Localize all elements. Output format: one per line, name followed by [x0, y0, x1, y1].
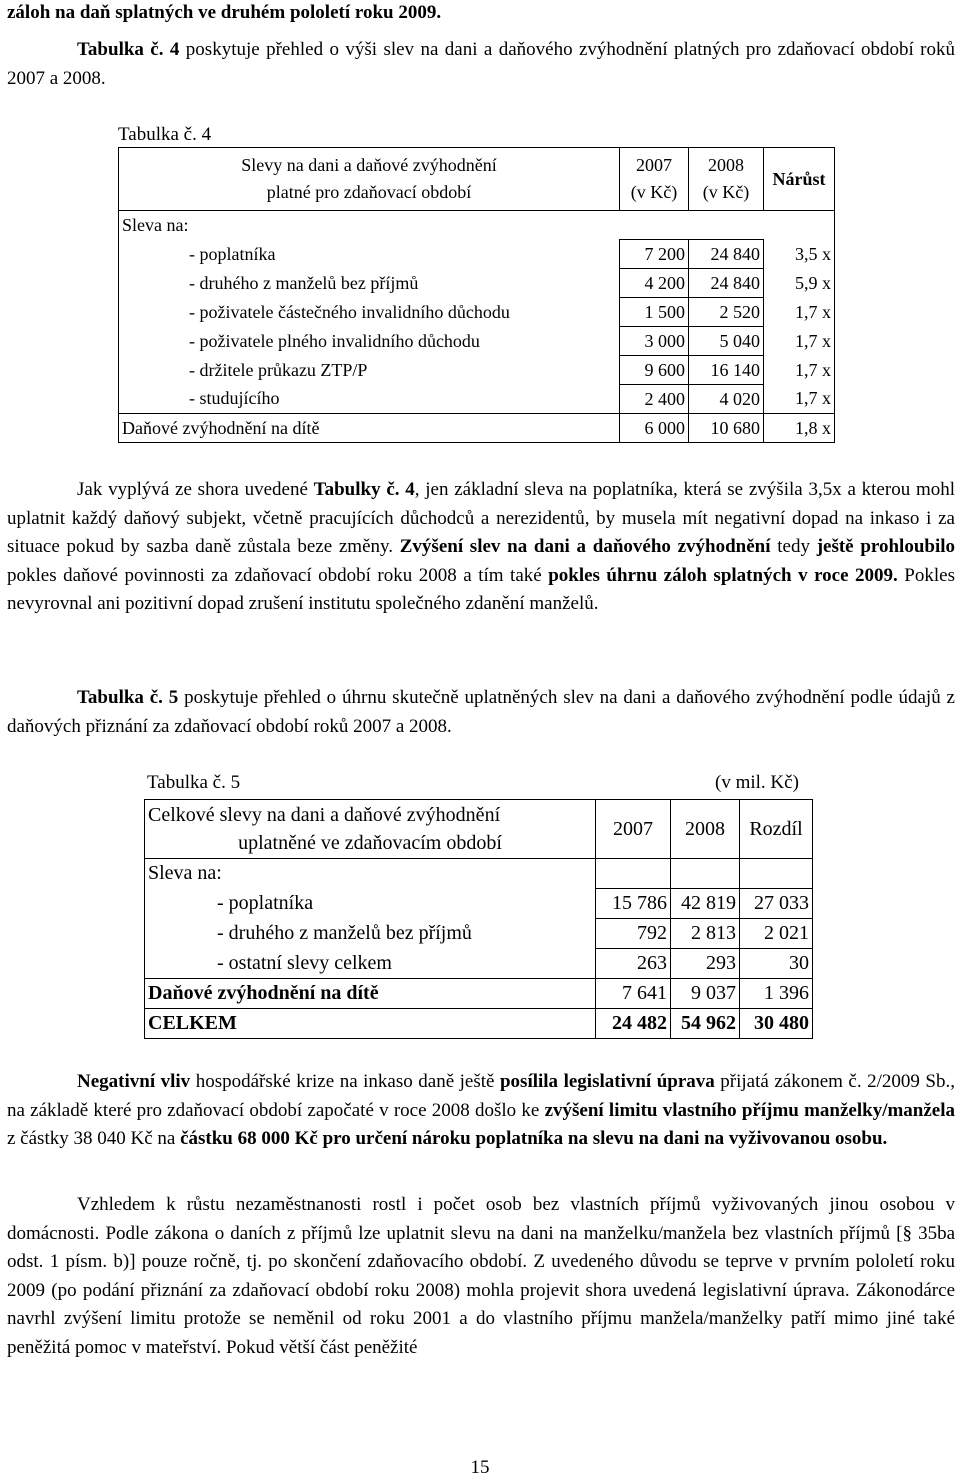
table4-cell-2007: 6 000 [620, 414, 689, 443]
table4-row-label: - poživatele plného invalidního důchodu [119, 327, 620, 356]
table5-cell-2008: 42 819 [671, 889, 740, 919]
table4-caption: Tabulka č. 4 [118, 124, 212, 145]
para1-bold-f: ještě prohloubilo [816, 536, 956, 558]
table4-cell-2007: 2 400 [620, 385, 689, 414]
table-row [119, 298, 835, 327]
table5-empty-cell [596, 859, 671, 889]
table4-row-label: - držitele průkazu ZTP/P [119, 356, 620, 385]
para2-bold-a: Negativní vliv [77, 1071, 191, 1092]
table4-col-2007-year: 2007 [636, 155, 672, 175]
table-row [145, 919, 813, 949]
table5-col-2007: 2007 [596, 800, 671, 859]
table5-cell-2007: 792 [596, 919, 671, 949]
table4-empty-cell [764, 211, 835, 240]
para2-bold-e: zvýšení limitu vlastního příjmu manželky/manžela [544, 1099, 956, 1121]
para1-text-e: tedy [770, 536, 817, 558]
para2-bold-c: posílila legislativní úprava [499, 1071, 715, 1092]
table4-cell-growth: 1,7 x [764, 385, 835, 414]
table5-cell-diff: 30 [740, 949, 813, 979]
table-row [119, 385, 835, 414]
table5-cell-2008: 293 [671, 949, 740, 979]
para2-text-d: přijatá zákonem č. 2/2009 Sb., na základě které pro zdaňovací období započaté v roce 2008 došlo ke [7, 1071, 955, 1121]
table4-row-label: - studujícího [119, 385, 620, 414]
table5-cell-diff: 2 021 [740, 919, 813, 949]
paragraph-3: Vzhledem k růstu nezaměstnanosti rostl i počet osob bez vlastních příjmů vyživovaných jinou osobou v domácnosti. Podle zákona o daních z příjmů lze uplatnit slevu na dani na manželku/manžela bez vlastních příjmů [§ 35ba odst. 1 písm. b)] pouze ročně, tj. po skončení zdaňovacího období. Z uvedeného důvodu se teprve v prvním pololetí roku 2009 (po podání přiznání za zdaňovací období roku 2008) mohla projevit shora uvedená legislativní úprava. Zákonodárce navrhl zvýšení limitu protože se neměnil od roku 2001 a do vlastního příjmu manžela/manželky patří mimo jiné také peněžitá pomoc v mateřství. Pokud větší část peněžité [7, 1194, 955, 1358]
para1-bold-h: pokles úhrnu záloh splatných v roce 2009. [548, 564, 898, 586]
table5-col-2008: 2008 [671, 800, 740, 859]
table4-col-2007 [620, 148, 689, 211]
table4-empty-cell [689, 211, 764, 240]
table5-total-2007: 24 482 [596, 1009, 671, 1039]
table4-cell-2008: 16 140 [689, 356, 764, 385]
table5-title-line1: Celkové slevy na dani a daňové zvýhodnění [148, 804, 501, 826]
table4-col-2007-unit: (v Kč) [630, 182, 678, 202]
table-row [145, 949, 813, 979]
table4-cell-2008: 2 520 [689, 298, 764, 327]
table5-group-label: Sleva na: [145, 859, 596, 889]
table-row [119, 269, 835, 298]
table4-cell-growth: 1,7 x [764, 298, 835, 327]
table-row [119, 327, 835, 356]
table4 [118, 147, 835, 443]
table4-cell-growth: 5,9 x [764, 269, 835, 298]
table4-cell-2007: 3 000 [620, 327, 689, 356]
top-fragment: záloh na daň splatných ve druhém pololetí roku 2009. [7, 2, 442, 23]
table4-cell-growth: 1,7 x [764, 327, 835, 356]
para2-text-b: hospodářské krize na inkaso daně ještě [190, 1071, 500, 1092]
table-row [145, 889, 813, 919]
table5-row-label: - poplatníka [145, 889, 596, 919]
table4-header-row [119, 148, 835, 211]
table5-child-2007: 7 641 [596, 979, 671, 1009]
table4-col-growth: Nárůst [764, 148, 835, 211]
table5-unit: (v mil. Kč) [715, 772, 799, 793]
table4-group-row [119, 211, 835, 240]
table4-group-label: Sleva na: [119, 211, 620, 240]
table4-row-label: Daňové zvýhodnění na dítě [119, 414, 620, 443]
table4-cell-2007: 1 500 [620, 298, 689, 327]
table4-cell-2007: 4 200 [620, 269, 689, 298]
para1-table-ref: Tabulky č. 4 [313, 479, 415, 500]
table4-col-2008-unit: (v Kč) [702, 182, 750, 202]
table4-title-cell [119, 148, 620, 211]
table5-title-cell [145, 800, 596, 859]
table4-row-label: - poplatníka [119, 240, 620, 269]
table5-col-diff: Rozdíl [740, 800, 813, 859]
table4-col-2008 [689, 148, 764, 211]
table5 [144, 799, 813, 1039]
table4-title-line2: platné pro zdaňovací období [266, 182, 472, 202]
table5-child-2008: 9 037 [671, 979, 740, 1009]
table4-cell-2008: 10 680 [689, 414, 764, 443]
intro-table5-text: poskytuje přehled o úhrnu skutečně uplatněných slev na dani a daňového zvýhodnění podle údajů z daňových přiznání za zdaňovací období roků 2007 a 2008. [7, 687, 955, 737]
table4-cell-2007: 7 200 [620, 240, 689, 269]
table4-ref: Tabulka č. 4 [77, 39, 180, 60]
table4-title-line1: Slevy na dani a daňové zvýhodnění [241, 155, 497, 175]
table5-cell-2007: 15 786 [596, 889, 671, 919]
table4-cell-2008: 24 840 [689, 240, 764, 269]
paragraph-2 [7, 1068, 955, 1154]
table5-cell-2007: 263 [596, 949, 671, 979]
table5-empty-cell [671, 859, 740, 889]
table4-cell-2008: 24 840 [689, 269, 764, 298]
table5-row-label: - druhého z manželů bez příjmů [145, 919, 596, 949]
para1-text-a: Jak vyplývá ze shora uvedené [77, 479, 314, 500]
table5-title-line2: uplatněné ve zdaňovacím období [238, 832, 502, 854]
table5-child-row [145, 979, 813, 1009]
paragraph-1 [7, 476, 955, 619]
para1-text-c: , jen základní sleva na poplatníka, která se zvýšila 3,5x a kterou mohl uplatnit každý daňový subjekt, včetně pracujících důchodců a nerezidentů, by musela mít negativní dopad na inkaso i za situace pokud by sazba daně zůstala beze změny. [7, 479, 956, 558]
table5-total-2008: 54 962 [671, 1009, 740, 1039]
table4-empty-cell [620, 211, 689, 240]
table-row [119, 414, 835, 443]
table4-cell-growth: 3,5 x [764, 240, 835, 269]
table5-header-row [145, 800, 813, 859]
table5-child-label: Daňové zvýhodnění na dítě [145, 979, 596, 1009]
para1-text-g: pokles daňové povinnosti za zdaňovací období roku 2008 a tím také [7, 564, 549, 586]
table5-total-diff: 30 480 [740, 1009, 813, 1039]
table4-cell-growth: 1,8 x [764, 414, 835, 443]
table4-cell-2008: 5 040 [689, 327, 764, 356]
table5-total-label: CELKEM [145, 1009, 596, 1039]
table5-cell-2008: 2 813 [671, 919, 740, 949]
para2-text-f: z částky 38 040 Kč na [7, 1128, 181, 1150]
table5-child-diff: 1 396 [740, 979, 813, 1009]
table5-ref: Tabulka č. 5 [77, 687, 179, 708]
para1-bold-d: Zvýšení slev na dani a daňového zvýhodnění [399, 536, 771, 558]
para1-text-i: Pokles nevyrovnal ani pozitivní dopad zrušení institutu společného zdanění manželů. [7, 564, 955, 615]
table5-total-row [145, 1009, 813, 1039]
intro-table4-text: poskytuje přehled o výši slev na dani a daňového zvýhodnění platných pro zdaňovací období roků 2007 a 2008. [7, 39, 956, 89]
table5-caption: Tabulka č. 5 [147, 772, 241, 793]
table5-cell-diff: 27 033 [740, 889, 813, 919]
table-row [119, 356, 835, 385]
table5-empty-cell [740, 859, 813, 889]
table4-cell-growth: 1,7 x [764, 356, 835, 385]
table5-group-row [145, 859, 813, 889]
table5-row-label: - ostatní slevy celkem [145, 949, 596, 979]
intro-table5 [7, 684, 955, 741]
page-number: 15 [470, 1457, 490, 1478]
table4-row-label: - druhého z manželů bez příjmů [119, 269, 620, 298]
intro-table4 [7, 36, 955, 93]
table4-cell-2007: 9 600 [620, 356, 689, 385]
table4-cell-2008: 4 020 [689, 385, 764, 414]
table4-col-2008-year: 2008 [708, 155, 744, 175]
table-row [119, 240, 835, 269]
table4-row-label: - poživatele částečného invalidního důchodu [119, 298, 620, 327]
para2-bold-g: částku 68 000 Kč pro určení nároku poplatníka na slevu na dani na vyživovanou osobu. [180, 1128, 888, 1150]
